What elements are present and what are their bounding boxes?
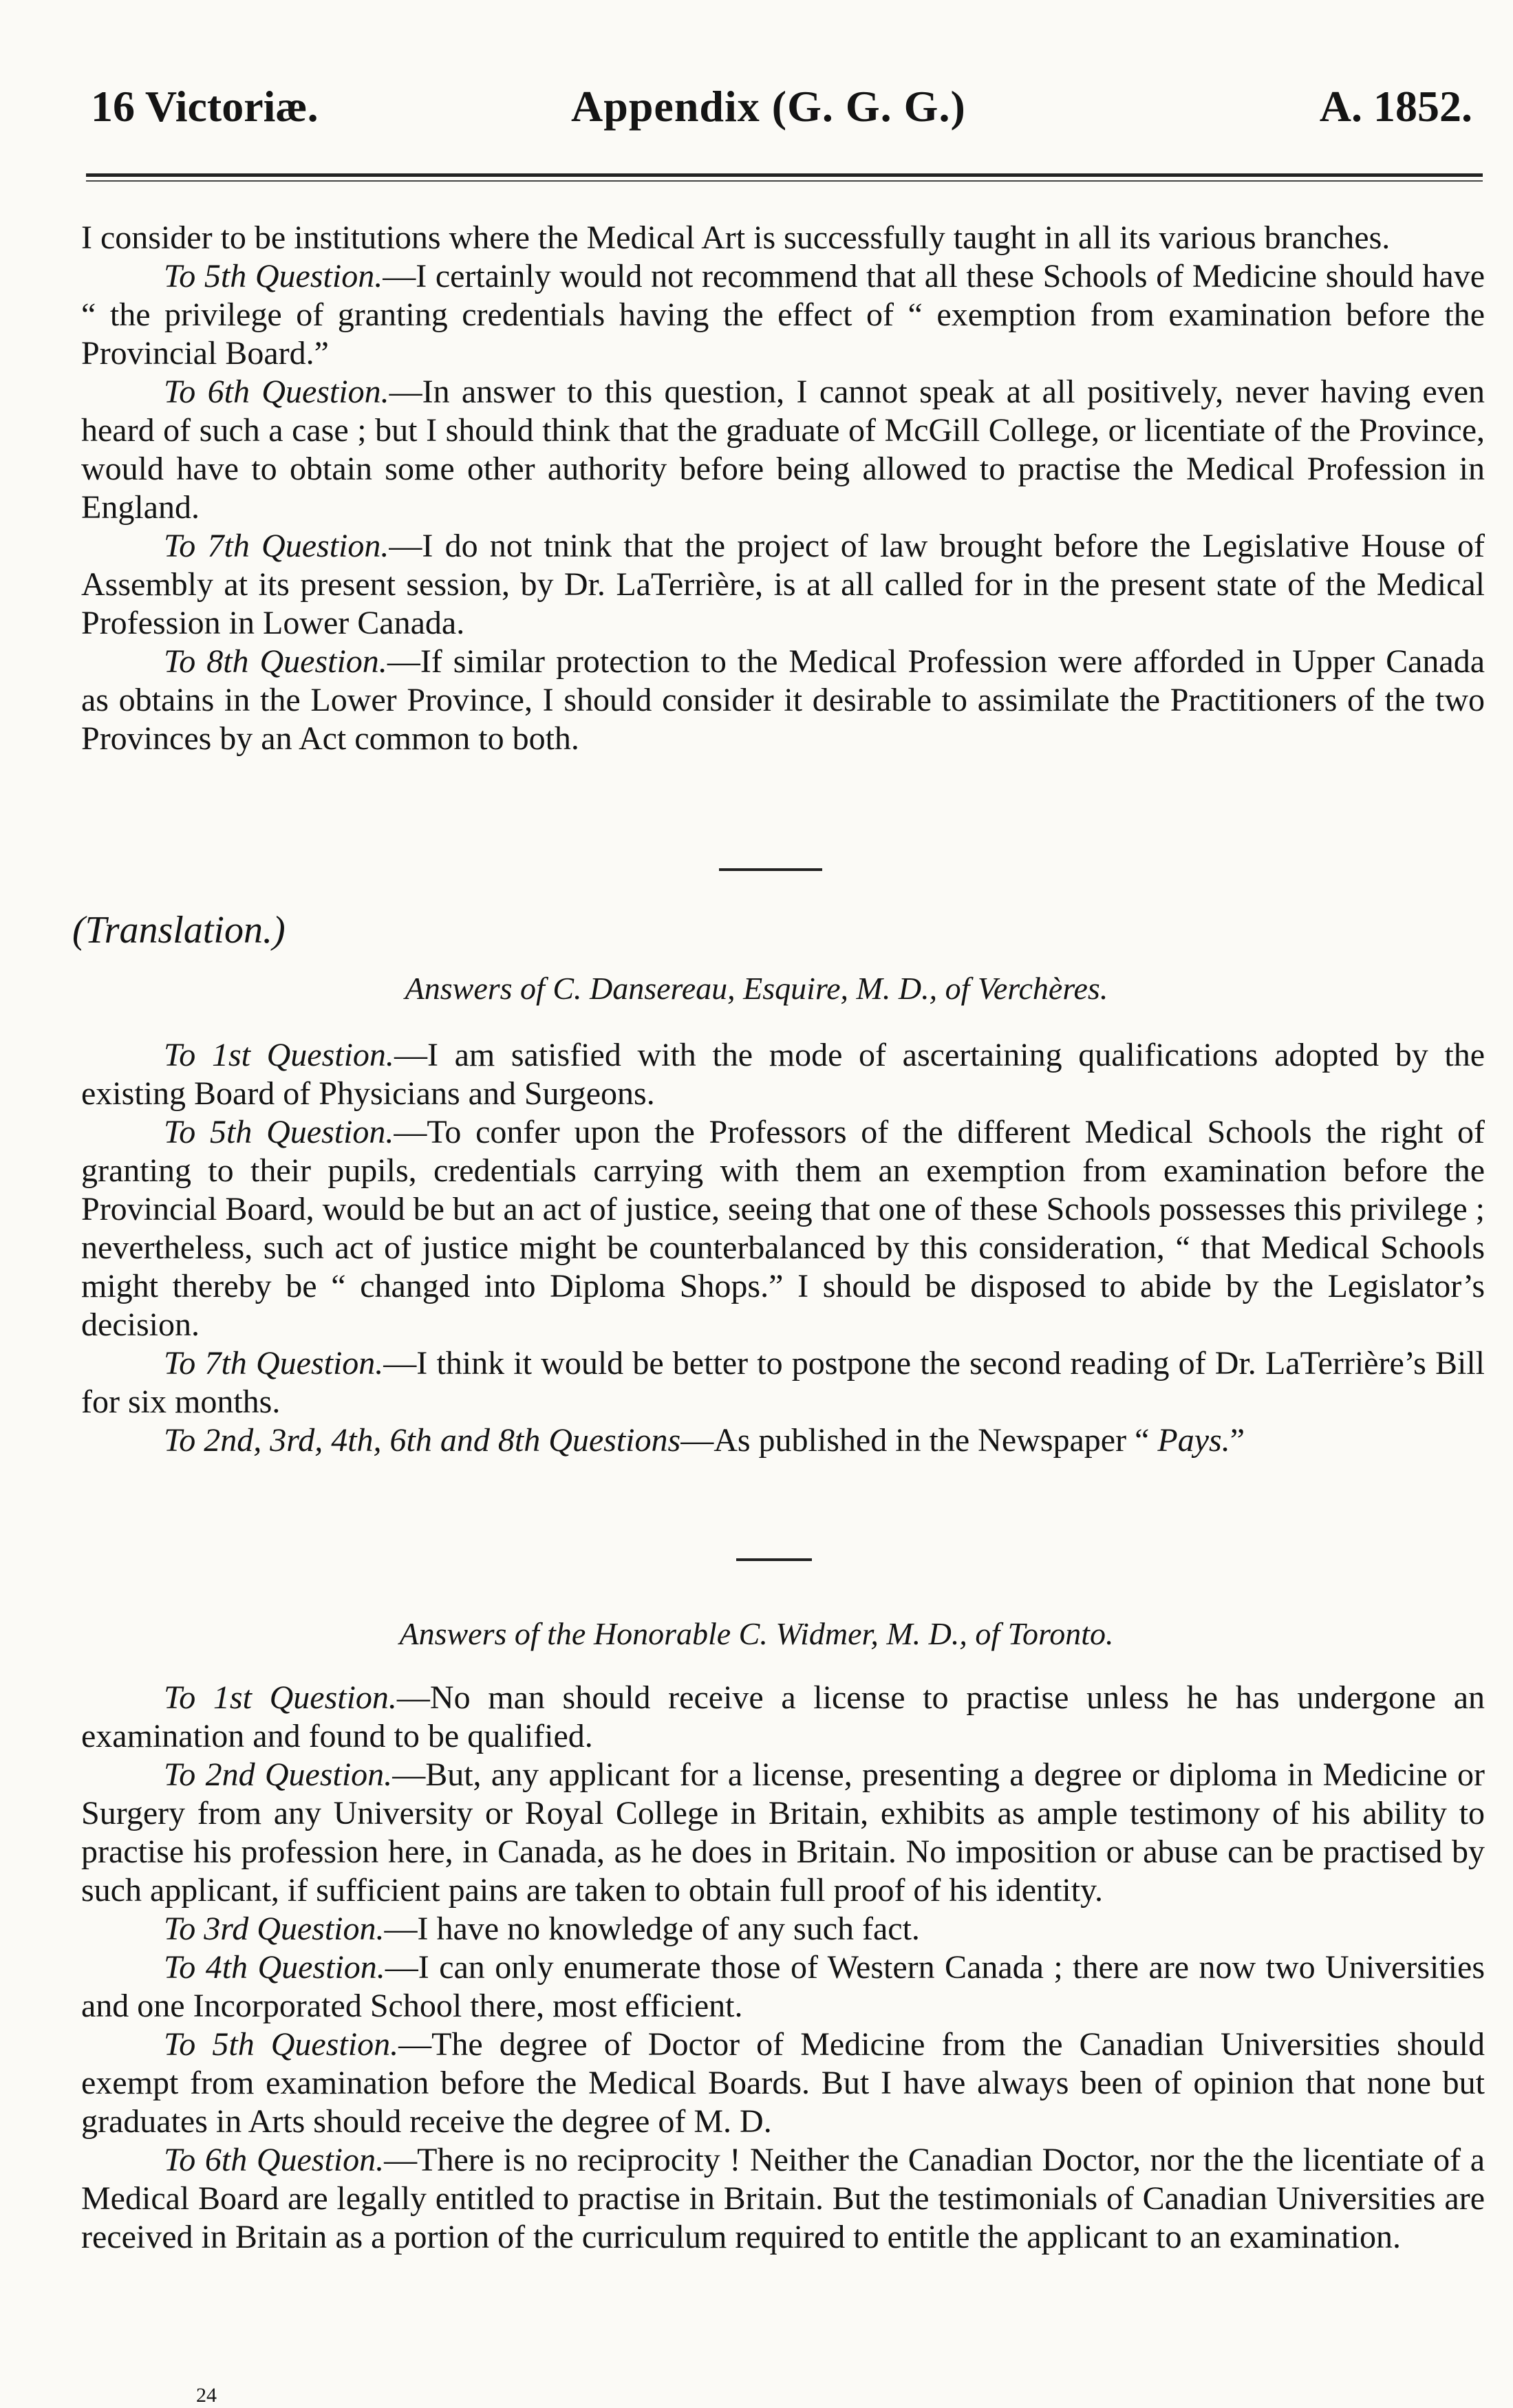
header-rule-thin [86,180,1483,182]
section-heading-dansereau: Answers of C. Dansereau, Esquire, M. D., of Verchères. [405,971,1108,1006]
paragraph: To 7th Question.—I think it would be better to postpone the second reading of Dr. LaTerrière’s Bill for six months. [81,1345,1485,1420]
newspaper-name: Pays. [1157,1422,1230,1459]
question-lead: To 2nd, 3rd, 4th, 6th and 8th Questions [164,1422,681,1459]
paragraph: To 5th Question.—I certainly would not recommend that all these Schools of Medicine should have “ the privilege of granting credentials having the effect of “ exemption from examination before the Provincial Board.” [81,258,1485,372]
header-year: A. 1852. [1319,82,1472,131]
paragraph: To 7th Question.—I do not tnink that the project of law brought before the Legislative House of Assembly at its present session, by Dr. LaTerrière, is at all called for in the present state of the Medical Profession in Lower Canada. [81,528,1485,641]
section-divider [736,1558,812,1561]
question-lead: To 4th Question. [164,1949,385,1986]
section-divider [719,868,822,871]
question-lead: To 6th Question. [164,2142,385,2178]
question-lead: To 7th Question. [164,1345,384,1382]
question-lead: To 3rd Question. [164,1911,385,1947]
paragraph: To 6th Question.—In answer to this question, I cannot speak at all positively, never having even heard of such a case ; but I should think that the graduate of McGill College, or licentiate of the Province, would have to obtain some other authority before being allowed to practise the Medical Profession in England. [81,374,1485,526]
header-session: 16 Victoriæ. [91,82,319,131]
section-dansereau-answers [81,1036,1485,1460]
question-lead: To 1st Question. [164,1037,394,1073]
paragraph: To 2nd, 3rd, 4th, 6th and 8th Questions—As published in the Newspaper “ Pays.” [164,1422,1245,1459]
paragraph: To 4th Question.—I can only enumerate those of Western Canada ; there are now two Universities and one Incorporated School there, most efficient. [81,1949,1485,2024]
section-continued-answers [81,219,1485,758]
running-header [83,76,1486,138]
paragraph: To 5th Question.—To confer upon the Professors of the different Medical Schools the right of granting to their pupils, credentials carrying with them an exemption from examination before the Provincial Board, would be but an act of justice, seeing that one of these Schools possesses this privilege ; nevertheless, such act of justice might be counterbalanced by this consideration, “ that Medical Schools might thereby be “ changed into Diploma Shops.” I should be disposed to abide by the Legislator’s decision. [81,1114,1485,1343]
paragraph: To 6th Question.—There is no reciprocity ! Neither the Canadian Doctor, nor the the licentiate of a Medical Board are legally entitled to practise in Britain. But the testimonials of Canadian Universities are received in Britain as a portion of the curriculum required to entitle the applicant to an examination. [81,2142,1485,2255]
page-signature-mark: 24 [196,2384,217,2407]
paragraph: To 8th Question.—If similar protection to the Medical Profession were afforded in Upper Canada as obtains in the Lower Province, I should consider it desirable to assimilate the Practitioners of the two Provinces by an Act common to both. [81,643,1485,757]
paragraph: To 2nd Question.—But, any applicant for a license, presenting a degree or diploma in Medicine or Surgery from any University or Royal College in Britain, exhibits as ample testimony of his ability to practise his profession here, in Canada, as he does in Britain. No imposition or abuse can be practised by such applicant, if sufficient pains are taken to obtain full proof of his identity. [81,1756,1485,1909]
question-lead: To 8th Question. [164,643,387,680]
question-lead: To 2nd Question. [164,1756,393,1793]
paragraph: To 1st Question.—No man should receive a license to practise unless he has undergone an examination and found to be qualified. [81,1679,1485,1754]
question-lead: To 5th Question. [164,1114,394,1150]
paragraph: To 5th Question.—The degree of Doctor of Medicine from the Canadian Universities should exempt from examination before the Medical Boards. But I have always been of opinion that none but graduates in Arts should receive the degree of M. D. [81,2026,1485,2140]
question-lead: To 1st Question. [164,1679,397,1716]
question-lead: To 5th Question. [164,2026,399,2063]
paragraph: To 1st Question.—I am satisfied with the mode of ascertaining qualifications adopted by the existing Board of Physicians and Surgeons. [81,1037,1485,1112]
translation-label: (Translation.) [72,909,286,952]
question-lead: To 6th Question. [164,374,389,410]
header-rule-thick [86,173,1483,177]
section-widmer-answers [81,1679,1485,2257]
question-lead: To 7th Question. [164,528,389,564]
question-lead: To 5th Question. [164,258,383,294]
section-heading-widmer: Answers of the Honorable C. Widmer, M. D., of Toronto. [399,1616,1114,1651]
header-appendix: Appendix (G. G. G.) [571,82,966,131]
paragraph: To 3rd Question.—I have no knowledge of any such fact. [164,1911,920,1947]
paragraph: I consider to be institutions where the Medical Art is successfully taught in all its various branches. [81,219,1391,256]
